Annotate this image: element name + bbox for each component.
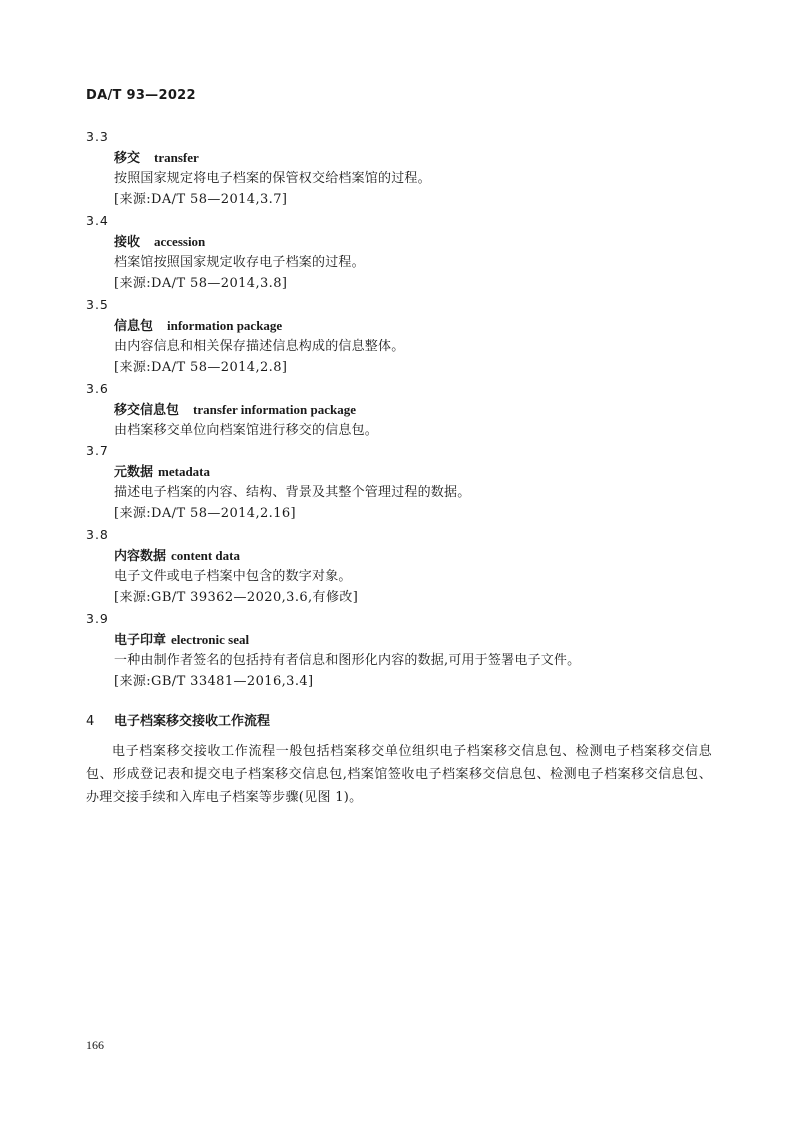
- term-source: [来源:GB/T 33481—2016,3.4]: [114, 674, 314, 689]
- term-body: [86, 461, 726, 524]
- term-chinese: 内容数据: [114, 549, 167, 564]
- term-entry: [86, 126, 726, 210]
- term-number: 3.7: [86, 443, 109, 458]
- term-source: [来源:DA/T 58—2014,3.8]: [114, 276, 288, 291]
- term-definition: 档案馆按照国家规定收存电子档案的过程。: [114, 255, 365, 270]
- term-definition: 一种由制作者签名的包括持有者信息和图形化内容的数据,可用于签署电子文件。: [114, 653, 581, 668]
- term-chinese: 电子印章: [114, 633, 167, 648]
- term-source: [来源:DA/T 58—2014,2.16]: [114, 506, 297, 521]
- term-english: metadata: [158, 464, 211, 479]
- term-entry: [86, 524, 726, 608]
- term-chinese: 接收: [114, 235, 141, 250]
- term-definition: 描述电子档案的内容、结构、背景及其整个管理过程的数据。: [114, 485, 471, 500]
- term-title: [114, 315, 726, 336]
- term-definition: 由档案移交单位向档案馆进行移交的信息包。: [114, 423, 379, 438]
- term-source: [来源:DA/T 58—2014,2.8]: [114, 360, 288, 375]
- term-chinese: 移交信息包: [114, 403, 180, 418]
- term-english: content data: [171, 548, 240, 563]
- term-number: 3.9: [86, 611, 109, 626]
- term-definition: 电子文件或电子档案中包含的数字对象。: [114, 569, 352, 584]
- term-number: 3.3: [86, 129, 109, 144]
- term-number: 3.8: [86, 527, 109, 542]
- term-english: transfer: [154, 150, 199, 165]
- term-chinese: 信息包: [114, 319, 154, 334]
- term-title: [114, 231, 726, 252]
- body-paragraph: 电子档案移交接收工作流程一般包括档案移交单位组织电子档案移交信息包、检测电子档案移交信息包、形成登记表和提交电子档案移交信息包,档案馆签收电子档案移交信息包、检测电子档案移交信息包、办理交接手续和入库电子档案等步骤(见图 1)。: [86, 744, 712, 805]
- term-chinese: 元数据: [114, 465, 154, 480]
- document-code: DA/T 93—2022: [86, 88, 196, 103]
- term-number: 3.4: [86, 213, 109, 228]
- term-title: [114, 545, 726, 566]
- section-number: 4: [86, 714, 95, 729]
- term-number: 3.6: [86, 381, 109, 396]
- section-title: 电子档案移交接收工作流程: [114, 714, 271, 729]
- term-english: accession: [154, 234, 206, 249]
- term-body: [86, 315, 726, 378]
- term-title: [114, 147, 726, 168]
- term-body: [86, 231, 726, 294]
- term-body: [86, 399, 726, 441]
- term-entry: [86, 294, 726, 378]
- term-entry: [86, 378, 726, 441]
- term-source: [来源:GB/T 39362—2020,3.6,有修改]: [114, 590, 359, 605]
- term-title: [114, 461, 726, 482]
- term-body: [86, 545, 726, 608]
- page-number: 166: [86, 1038, 104, 1052]
- term-title: [114, 629, 726, 650]
- section-heading: [86, 712, 270, 732]
- term-body: [86, 147, 726, 210]
- term-entry: [86, 440, 726, 524]
- term-title: [114, 399, 726, 420]
- term-english: electronic seal: [171, 632, 250, 647]
- term-source: [来源:DA/T 58—2014,3.7]: [114, 192, 288, 207]
- term-body: [86, 629, 726, 692]
- term-entry: [86, 210, 726, 294]
- term-number: 3.5: [86, 297, 109, 312]
- term-chinese: 移交: [114, 151, 141, 166]
- term-english: information package: [167, 318, 283, 333]
- term-english: transfer information package: [193, 402, 356, 417]
- term-entry: [86, 608, 726, 692]
- term-definition: 由内容信息和相关保存描述信息构成的信息整体。: [114, 339, 405, 354]
- term-definition: 按照国家规定将电子档案的保管权交给档案馆的过程。: [114, 171, 431, 186]
